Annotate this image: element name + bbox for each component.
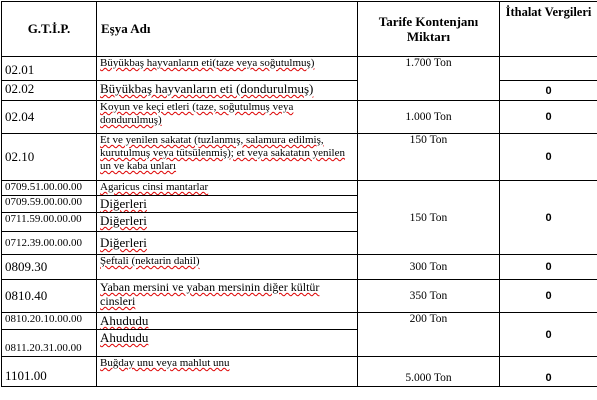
quota-cell: 200 Ton: [358, 313, 500, 357]
code-cell: 0810.20.10.00.00: [2, 313, 97, 330]
table-row: [2, 101, 597, 134]
code-cell: 0709.59.00.00.00: [2, 196, 97, 213]
tax-cell: [500, 57, 597, 81]
table-row: [2, 81, 597, 101]
name-cell: Büyükbaş hayvanların eti(taze veya soğutulmuş): [97, 57, 358, 81]
table-row: [2, 134, 597, 181]
name-cell: Et ve yenilen sakatat (tuzlanmış, salamura edilmiş, kurutulmuş veya tütsülenmiş); et veya sakatatın yenilen un ve kaba unları: [97, 134, 358, 181]
header-tax: İthalat Vergileri: [500, 2, 597, 57]
code-cell: 02.04: [2, 101, 97, 134]
tax-cell: 0: [500, 134, 597, 181]
header-name: Eşya Adı: [97, 2, 358, 57]
code-cell: 0810.40: [2, 280, 97, 313]
name-cell: Buğday unu veya mahlut unu: [97, 357, 358, 387]
quota-cell: 1.700 Ton: [358, 57, 500, 101]
quota-cell: 1.000 Ton: [358, 101, 500, 134]
name-cell: Ahududu: [97, 330, 358, 357]
name-cell: Yaban mersini ve yaban mersinin diğer kültür cinsleri: [97, 280, 358, 313]
table-row: [2, 357, 597, 387]
code-cell: 0811.20.31.00.00: [2, 330, 97, 357]
quota-cell: 350 Ton: [358, 280, 500, 313]
table-row: [2, 313, 597, 330]
quota-cell: 5.000 Ton: [358, 357, 500, 387]
tax-cell: 0: [500, 255, 597, 280]
tax-cell: 0: [500, 81, 597, 101]
header-code: G.T.İ.P.: [2, 2, 97, 57]
tariff-quota-table: [1, 1, 597, 387]
table-row: [2, 255, 597, 280]
name-cell: Diğerleri: [97, 196, 358, 213]
tax-cell: 0: [500, 101, 597, 134]
tax-cell: 0: [500, 313, 597, 357]
table-row: [2, 57, 597, 81]
quota-cell: 150 Ton: [358, 181, 500, 255]
table-row: [2, 280, 597, 313]
code-cell: 0712.39.00.00.00: [2, 232, 97, 255]
name-cell: Şeftali (nektarin dahil): [97, 255, 358, 280]
tax-cell: 0: [500, 357, 597, 387]
quota-cell: 300 Ton: [358, 255, 500, 280]
quota-cell: 150 Ton: [358, 134, 500, 181]
code-cell: 0809.30: [2, 255, 97, 280]
table-row: [2, 181, 597, 196]
name-cell: Büyükbaş hayvanların eti (dondurulmuş): [97, 81, 358, 101]
tax-cell: 0: [500, 181, 597, 255]
name-cell: Ahududu: [97, 313, 358, 330]
code-cell: 02.10: [2, 134, 97, 181]
code-cell: 02.01: [2, 57, 97, 81]
code-cell: 1101.00: [2, 357, 97, 387]
name-cell: Agaricus cinsi mantarlar: [97, 181, 358, 196]
table-header-row: [2, 2, 597, 57]
code-cell: 02.02: [2, 81, 97, 101]
tax-cell: 0: [500, 280, 597, 313]
name-cell: Koyun ve keçi etleri (taze, soğutulmuş veya dondurulmuş): [97, 101, 358, 134]
code-cell: 0709.51.00.00.00: [2, 181, 97, 196]
name-cell: Diğerleri: [97, 213, 358, 232]
name-cell: Diğerleri: [97, 232, 358, 255]
code-cell: 0711.59.00.00.00: [2, 213, 97, 232]
header-quota: Tarife Kontenjanı Miktarı: [358, 2, 500, 57]
